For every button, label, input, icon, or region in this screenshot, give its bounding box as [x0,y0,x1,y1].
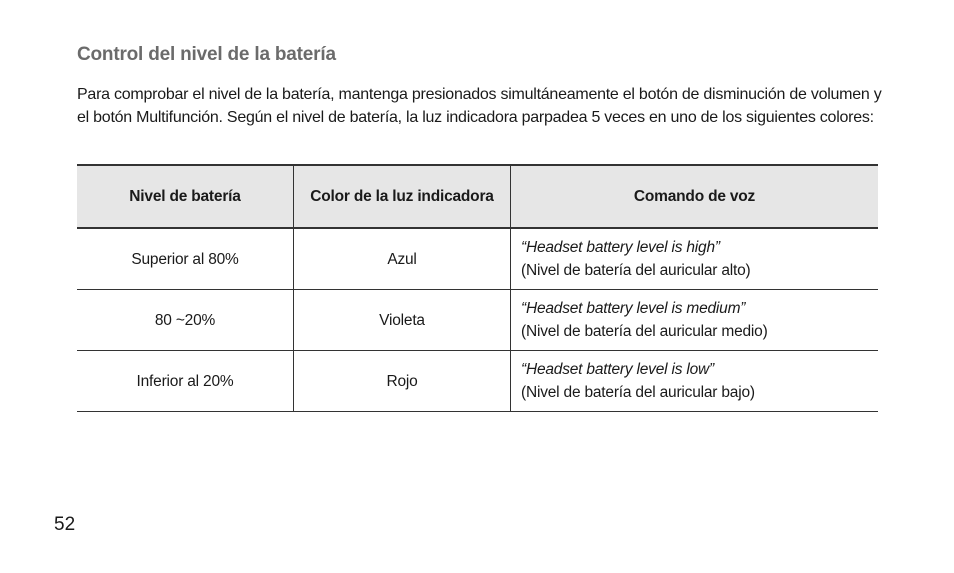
voice-meaning: (Nivel de batería del auricular alto) [521,262,751,279]
cell-voice-command [511,228,879,290]
page-number: 52 [54,514,76,535]
table-row [77,290,878,351]
cell-battery-level: Inferior al 20% [77,351,294,412]
header-indicator-color: Color de la luz indicadora [294,165,511,228]
voice-phrase: “Headset battery level is medium” [521,300,746,317]
section-title: Control del nivel de la batería [77,44,336,65]
intro-paragraph: Para comprobar el nivel de la batería, mantenga presionados simultáneamente el botón de disminución de volumen y el botón Multifunción. Según el nivel de batería, la luz indicadora parpadea 5 veces en uno de los siguientes colores: [77,86,882,126]
cell-voice-command [511,290,879,351]
cell-indicator-color: Azul [294,228,511,290]
voice-meaning: (Nivel de batería del auricular bajo) [521,384,755,401]
table-row [77,228,878,290]
cell-battery-level: 80 ~20% [77,290,294,351]
battery-level-table [77,164,878,412]
voice-phrase: “Headset battery level is high” [521,239,720,256]
header-voice-command: Comando de voz [511,165,879,228]
header-battery-level: Nivel de batería [77,165,294,228]
voice-meaning: (Nivel de batería del auricular medio) [521,323,768,340]
cell-voice-command [511,351,879,412]
voice-phrase: “Headset battery level is low” [521,361,714,378]
cell-battery-level: Superior al 80% [77,228,294,290]
table-header-row [77,165,878,228]
table-row [77,351,878,412]
cell-indicator-color: Rojo [294,351,511,412]
cell-indicator-color: Violeta [294,290,511,351]
